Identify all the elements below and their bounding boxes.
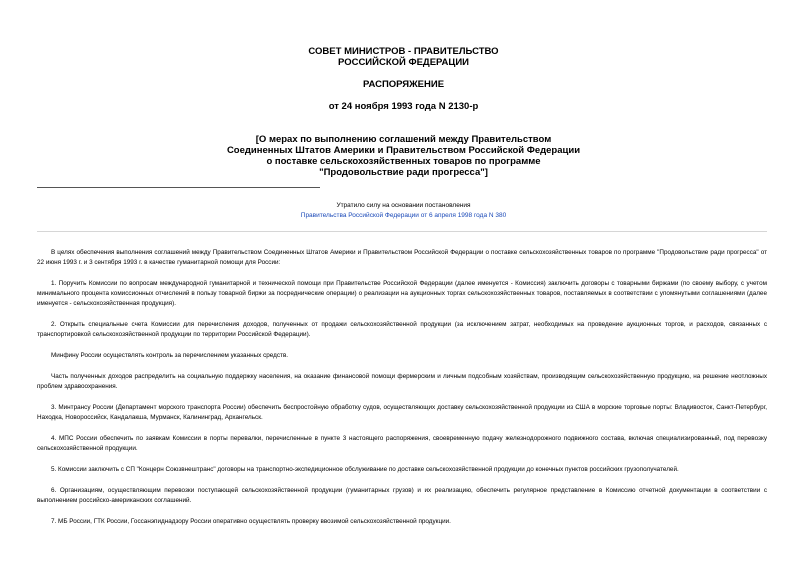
document-body xyxy=(37,248,767,538)
document-date-label: от 24 ноября 1993 года N 2130-р xyxy=(328,101,479,112)
title-line-4: "Продовольствие ради прогресса"] xyxy=(319,167,488,178)
document-type xyxy=(0,79,807,90)
title-line-1: [О мерах по выполнению соглашений между Правительством xyxy=(255,134,552,145)
paragraph-2-minfin: Минфину России осуществлять контроль за перечислением указанных средств. xyxy=(51,352,289,359)
paragraph-2-income: Часть полученных доходов распределить на социальную поддержку населения, на оказание финансовой помощи фермерским и личным подсобным хозяйствам, производящим сельскохозяйственную продукцию, на решение неотложных проблем здравоохранения. xyxy=(37,373,767,390)
preamble-paragraph: В целях обеспечения выполнения соглашений между Правительством Соединенных Штатов Америки и Правительством Российской Федерации о поставке сельскохозяйственных товаров по программе "Продовольствие ради прогресса" от 22 июня 1993 г. и 3 сентября 1993 г. в качестве гуманитарной помощи для России: xyxy=(37,249,767,266)
paragraph-7: 7. МБ России, ГТК России, Госсанэпиднадзору России оперативно осуществлять проверку ввозимой сельскохозяйственной продукции. xyxy=(51,518,451,525)
title-line-2: Соединенных Штатов Америки и Правительством Российской Федерации xyxy=(226,145,581,156)
issuer-heading xyxy=(0,46,807,68)
notice-divider xyxy=(37,231,767,232)
issuer-line-1: СОВЕТ МИНИСТРОВ - ПРАВИТЕЛЬСТВО xyxy=(308,46,499,57)
repeal-notice xyxy=(0,201,807,221)
paragraph-3: 3. Минтрансу России (Департамент морского транспорта России) обеспечить беспростойную обработку судов, осуществляющих доставку сельскохозяйственной продукции из США в морские торговые порты: Владивосток, Санкт-Петербург, Находка, Новороссийск, Кандалакша, Мурманск, Калининград, Архангельск. xyxy=(37,404,767,421)
paragraph-6: 6. Организациям, осуществляющим перевозки поступающей сельскохозяйственной продукции (гуманитарных грузов) и их реализацию, обеспечить регулярное представление в Комиссию отчетной документации в соответствии с выполнением российско-американских соглашений. xyxy=(37,487,767,504)
document-title xyxy=(0,134,807,178)
title-divider xyxy=(37,187,320,188)
repeal-link[interactable]: Правительства Российской Федерации от 6 апреля 1998 года N 380 xyxy=(300,212,507,219)
issuer-line-2: РОССИЙСКОЙ ФЕДЕРАЦИИ xyxy=(337,57,469,68)
repeal-text: Утратило силу на основании постановления xyxy=(336,202,471,209)
paragraph-1: 1. Поручить Комиссии по вопросам международной гуманитарной и технической помощи при Правительстве Российской Федерации (далее именуется - Комиссия) заключить договоры с товарными биржами (по своему выбору, с учетом минимального процента комиссионных отчислений в пользу товарной биржи за посреднические операции) о реализации на аукционных торгах сельскохозяйственных товаров, поставляемых в соответствии с упомянутыми соглашениями (далее именуется - сельскохозяйственная продукция). xyxy=(37,280,767,307)
paragraph-5: 5. Комиссии заключить с СП "Концерн Союзвнештранс" договоры на транспортно-экспедиционное обслуживание по доставке сельскохозяйственной продукции до конечных пунктов российских грузополучателей. xyxy=(51,466,679,473)
paragraph-2: 2. Открыть специальные счета Комиссии для перечисления доходов, полученных от продажи сельскохозяйственной продукции (за исключением затрат, необходимых на проведение аукционных торгов, и расходов, связанных с транспортировкой сельскохозяйственной продукции по территории Российской Федерации). xyxy=(37,321,767,338)
title-line-3: о поставке сельскохозяйственных товаров по программе xyxy=(266,156,541,167)
document-date xyxy=(0,101,807,112)
document-type-label: РАСПОРЯЖЕНИЕ xyxy=(362,79,445,90)
paragraph-4: 4. МПС России обеспечить по заявкам Комиссии в порты перевалки, перечисленные в пункте 3 настоящего распоряжения, своевременную подачу железнодорожного подвижного состава, включая специализированный, под перевозку сельскохозяйственной продукции. xyxy=(37,435,767,452)
